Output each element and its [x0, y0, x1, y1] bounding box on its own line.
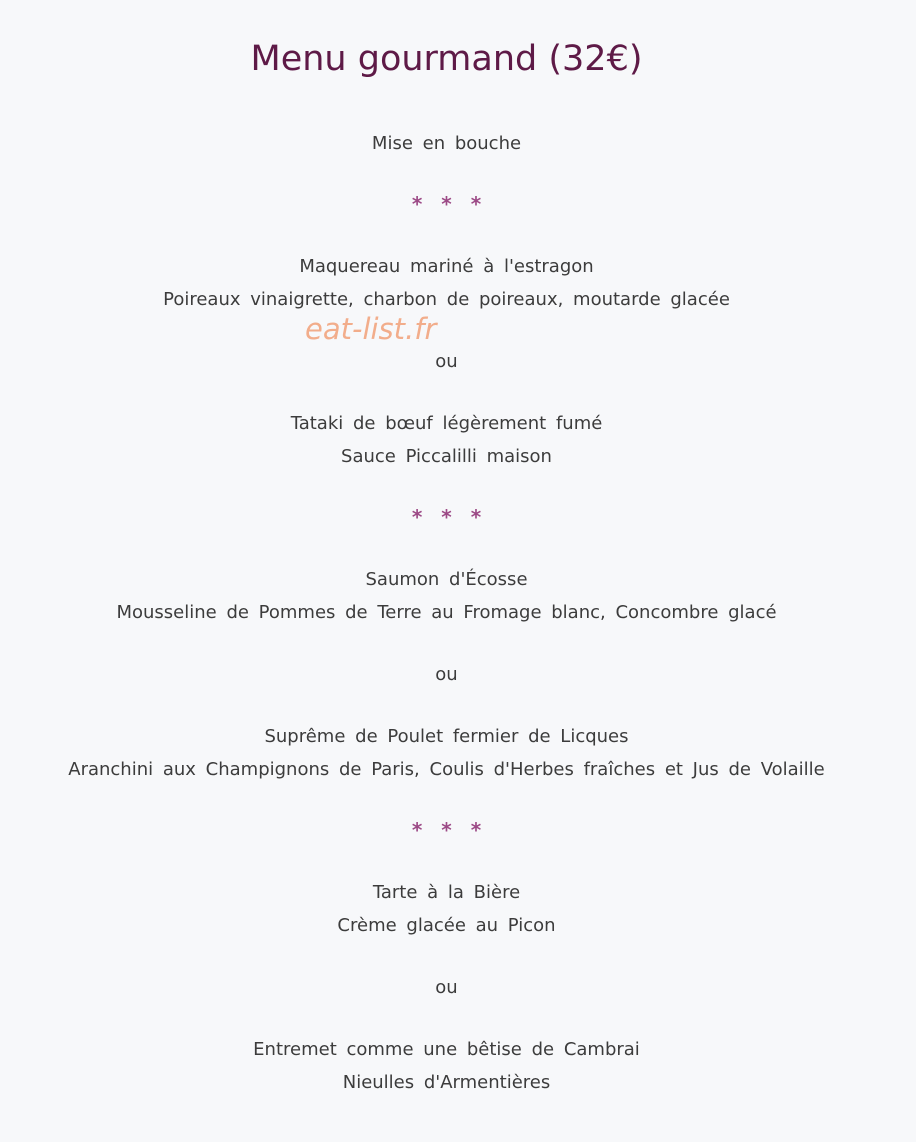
dessert-1-name: Tarte à la Bière	[372, 882, 521, 903]
dessert-2-detail: Nieulles d'Armentières	[342, 1072, 551, 1093]
starter-2-detail: Sauce Piccalilli maison	[341, 446, 552, 467]
main-1-detail: Mousseline de Pommes de Terre au Fromage blanc, Concombre glacé	[116, 602, 777, 623]
amuse-bouche: Mise en bouche	[371, 133, 522, 154]
section-separator: * * *	[411, 192, 488, 216]
main-2-detail: Aranchini aux Champignons de Paris, Coulis d'Herbes fraîches et Jus de Volaille	[68, 759, 825, 780]
section-separator: * * *	[411, 505, 488, 529]
main-1-name: Saumon d'Écosse	[365, 569, 528, 590]
dessert-1-detail: Crème glacée au Picon	[337, 915, 556, 936]
main-2-name: Suprême de Poulet fermier de Licques	[264, 726, 629, 747]
section-separator: * * *	[411, 818, 488, 842]
watermark: eat-list.fr	[305, 312, 437, 346]
starter-2-name: Tataki de bœuf légèrement fumé	[290, 413, 603, 434]
or-label: ou	[435, 977, 458, 998]
menu-title: Menu gourmand (32€)	[250, 39, 643, 79]
starter-1-name: Maquereau mariné à l'estragon	[299, 256, 594, 277]
or-label: ou	[435, 351, 458, 372]
dessert-2-name: Entremet comme une bêtise de Cambrai	[253, 1039, 640, 1060]
or-label: ou	[435, 664, 458, 685]
starter-1-detail: Poireaux vinaigrette, charbon de poireaux, moutarde glacée	[163, 289, 730, 310]
